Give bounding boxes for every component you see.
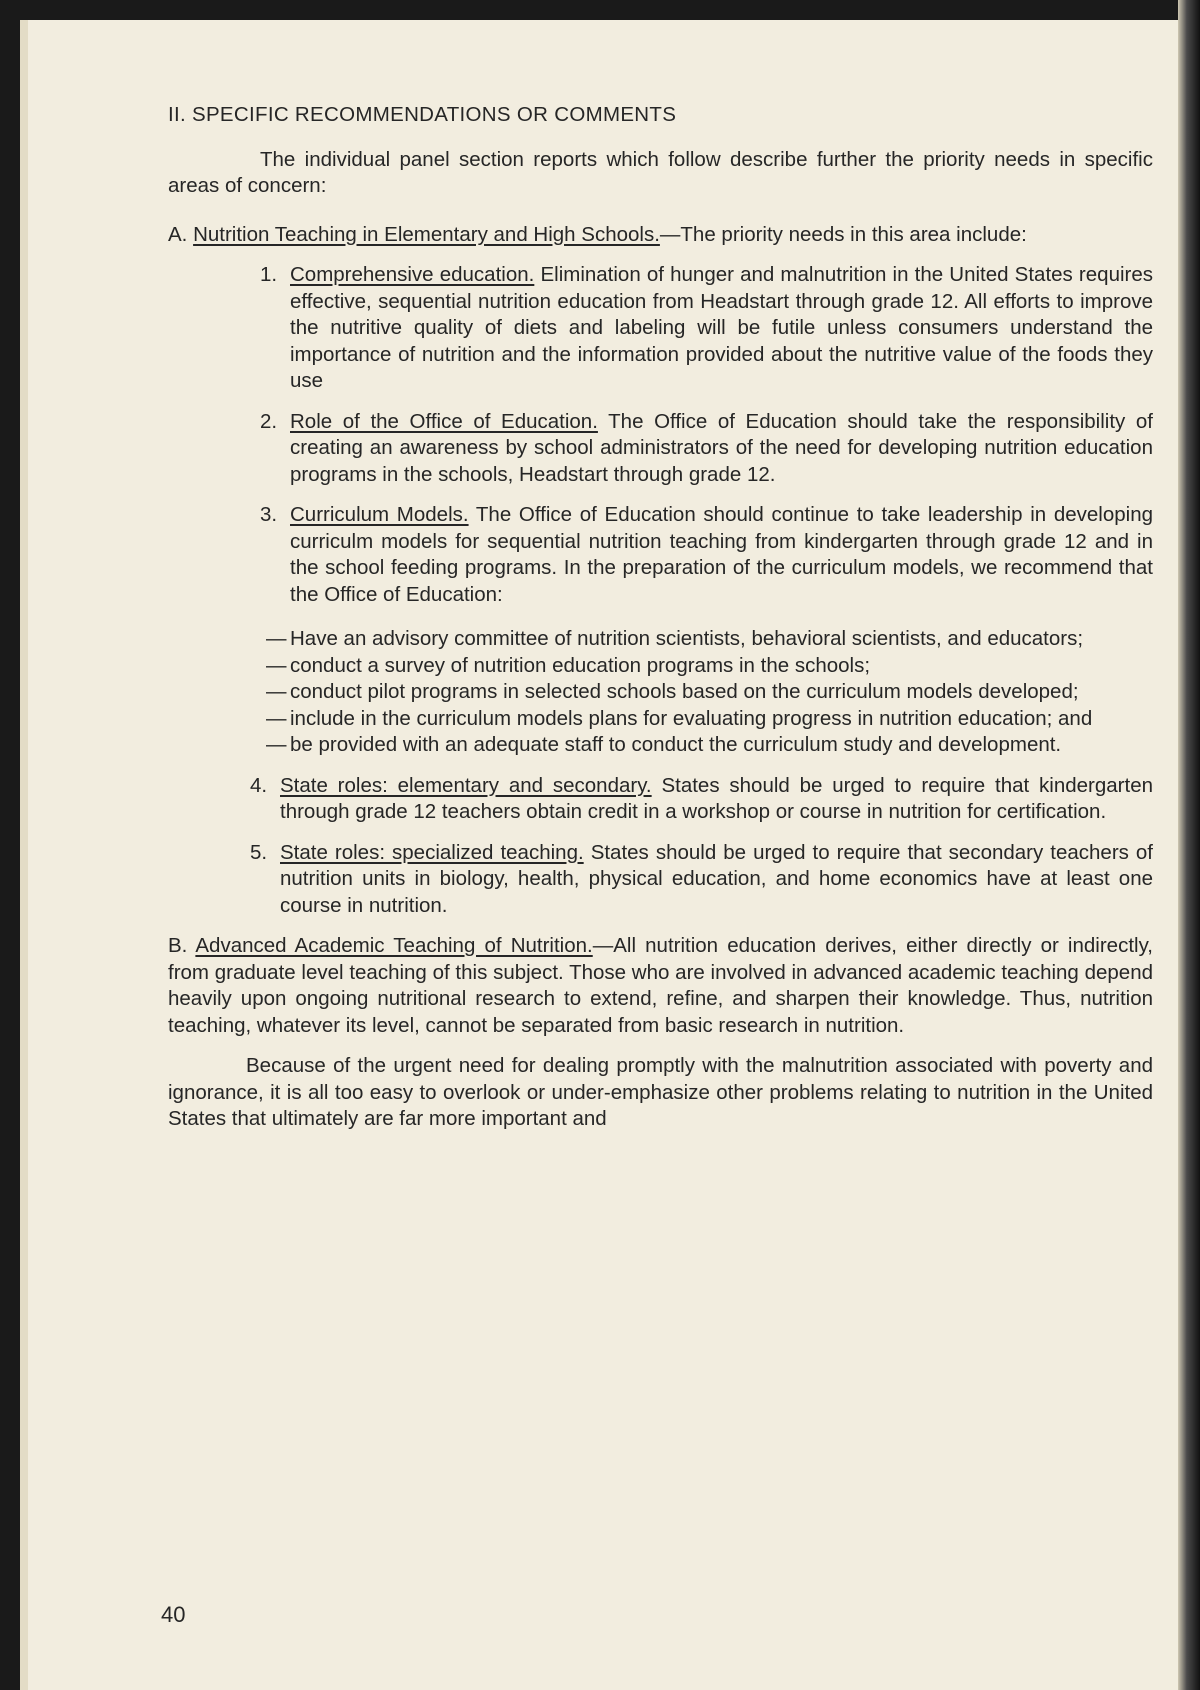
dash-mark: — (266, 653, 287, 677)
section-heading: II. SPECIFIC RECOMMENDATIONS OR COMMENTS (168, 103, 677, 126)
section-a-paragraph (168, 222, 1153, 249)
dash-mark: — (266, 706, 287, 730)
dash-text: conduct pilot programs in selected schools based on the curriculum models developed; (290, 680, 1079, 703)
dash-text: include in the curriculum models plans for evaluating progress in nutrition education; and (290, 706, 1093, 730)
section-a-label: A. (168, 222, 188, 246)
section-a-title: Nutrition Teaching in Elementary and High Schools. (193, 222, 660, 246)
recommendation-dash-list (168, 626, 1153, 759)
dash-item (168, 732, 1153, 759)
section-a-rest: —The priority needs in this area include: (659, 222, 1027, 246)
item-title: Comprehensive education. (290, 263, 535, 286)
dash-item (168, 626, 1153, 653)
section-b-paragraph (168, 933, 1153, 1039)
section-b-rest: —All nutrition education derives, either directly or indirectly, from graduate level teaching of this subject. Those who are involved in advanced academic teaching depend heavily upon ongoing nutritional research to extend, refine, and sharpen their knowledge. Thus, nutrition teaching, whatever its level, cannot be separated from basic research in nutrition. (168, 934, 1153, 1037)
dash-item (168, 706, 1153, 733)
recommendation-list-b (168, 773, 1153, 920)
dash-text: be provided with an adequate staff to conduct the curriculum study and development. (290, 733, 1062, 756)
item-title: State roles: specialized teaching. (280, 840, 584, 864)
list-item (168, 773, 1153, 826)
dash-text: conduct a survey of nutrition education programs in the schools; (290, 653, 871, 677)
page-content (168, 102, 1153, 1133)
list-item (168, 840, 1153, 920)
document-page (20, 20, 1178, 1690)
item-text: The Office of Education should continue to take leadership in developing curriculm models for sequential nutrition teaching from kindergarten through grade 12 and in the school feeding programs. In the preparation of the curriculum models, we recommend that the Office of Education: (290, 503, 1154, 606)
item-title: Curriculum Models. (290, 503, 469, 526)
list-item (168, 502, 1153, 608)
dash-item (168, 653, 1153, 680)
item-number: 3. (260, 503, 278, 526)
item-text: States should be urged to require that kindergarten through grade 12 teachers obtain credit in a workshop or course in nutrition for certification. (280, 773, 1153, 823)
dash-mark: — (266, 733, 287, 756)
item-title: Role of the Office of Education. (290, 409, 598, 433)
recommendation-list-a (168, 262, 1153, 608)
dash-item (168, 679, 1153, 706)
page-number: 40 (161, 1602, 186, 1627)
dash-mark: — (266, 680, 287, 703)
list-item (168, 262, 1153, 395)
dash-mark: — (266, 627, 287, 650)
item-number: 1. (260, 263, 278, 286)
book-spine-edge (1178, 0, 1200, 1690)
item-title: State roles: elementary and secondary. (280, 773, 652, 797)
intro-paragraph: The individual panel section reports which follow describe further the priority needs in specific areas of concern: (168, 147, 1153, 197)
section-b-label: B. (168, 934, 188, 957)
item-number: 4. (250, 773, 268, 797)
list-item (168, 409, 1153, 489)
item-number: 2. (260, 409, 278, 433)
section-b-title: Advanced Academic Teaching of Nutrition. (195, 934, 593, 957)
closing-paragraph: Because of the urgent need for dealing promptly with the malnutrition associated with poverty and ignorance, it is all too easy to overlook or under-emphasize other problems relating to nutrition in the United States that ultimately are far more important and (168, 1054, 1153, 1130)
item-number: 5. (250, 840, 268, 864)
item-text: The Office of Education should take the responsibility of creating an awareness by school administrators of the need for developing nutrition education programs in the schools, Headstart through grade 12. (290, 409, 1153, 486)
item-text: Elimination of hunger and malnutrition in the United States requires effective, sequential nutrition education from Headstart through grade 12. All efforts to improve the nutritive quality of diets and labeling will be futile unless consumers understand the importance of nutrition and the information provided about the nutritive value of the foods they use (290, 263, 1153, 392)
dash-text: Have an advisory committee of nutrition scientists, behavioral scientists, and educators; (290, 627, 1084, 650)
item-text: States should be urged to require that secondary teachers of nutrition units in biology, health, physical education, and home economics have at least one course in nutrition. (280, 840, 1154, 917)
